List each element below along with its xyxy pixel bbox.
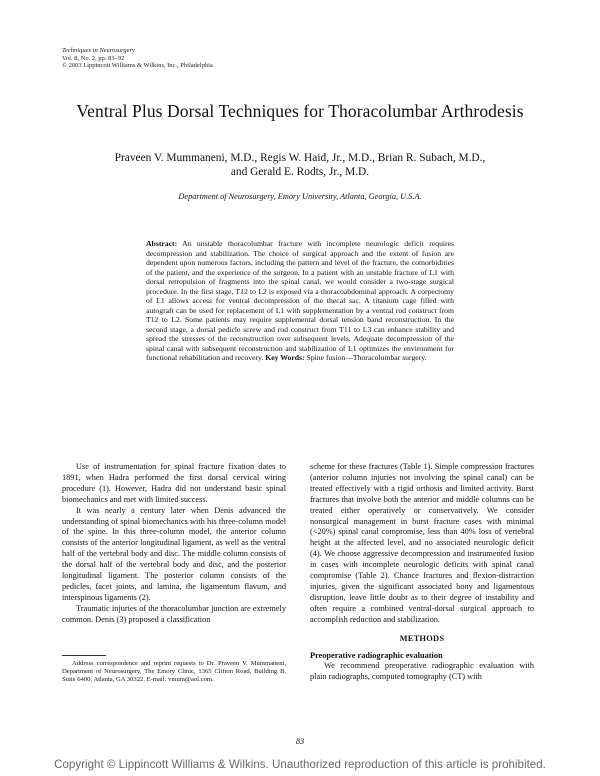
footnote-divider [62, 655, 106, 656]
abstract-label: Abstract: [146, 239, 178, 248]
authors-line-2: and Gerald E. Rodts, Jr., M.D. [230, 166, 370, 178]
journal-header [62, 47, 213, 70]
keywords-text: Spine fusion—Thoracolumbar surgery. [306, 353, 427, 362]
body-paragraph: Traumatic injuries of the thoracolumbar junction are extremely common. Denis (3) proposed a classification [62, 603, 286, 624]
journal-copyright: © 2003 Lippincott Williams & Wilkins, Inc., Philadelphia [62, 62, 213, 70]
left-column [62, 462, 286, 626]
article-title: Ventral Plus Dorsal Techniques for Thoracolumbar Arthrodesis [76, 101, 524, 121]
author-list [0, 151, 600, 179]
body-paragraph: Use of instrumentation for spinal fracture fixation dates to 1891, when Hadra performed the first dorsal cervical wiring procedure (1). However, Hadra did not understand basic spinal biomechanics and met with limited success. [62, 462, 286, 504]
page-number: 83 [295, 737, 305, 746]
right-column [310, 462, 534, 683]
affiliation: Department of Neurosurgery, Emory University, Atlanta, Georgia, U.S.A. [178, 192, 422, 201]
body-paragraph: scheme for these fractures (Table 1). Simple compression fractures (anterior column injuries not involving the spinal canal) can be treated effectively with a rigid orthosis and limited activity. Burst fractures that involve both the anterior and middle columns can be treated either operatively or conservatively. We consider nonsurgical management in burst fracture cases with minimal (<20%) spinal canal compromise, less than 40% loss of vertebral height at the affected level, and no associated neurologic deficit (4). We choose aggressive decompression and instrumented fusion in cases with incomplete neurologic deficits with spinal canal compromise (Table 2). Chance fractures and flexion-distraction injuries, given the significant associated bony and ligamentous disruption, leave little doubt as to their degree of instability and often require a combined ventral-dorsal surgical approach to accomplish reduction and stabilization. [310, 462, 534, 624]
abstract-block [146, 239, 454, 363]
keywords-label: Key Words: [265, 353, 305, 362]
section-subheading: Preoperative radiographic evaluation [310, 650, 443, 660]
body-paragraph: We recommend preoperative radiographic evaluation with plain radiographs, computed tomography (CT) with [310, 661, 534, 682]
journal-volume: Vol. 8, No. 2, pp. 83–92 [62, 54, 125, 62]
journal-name: Techniques in Neurosurgery [62, 47, 135, 54]
copyright-footer: Copyright © Lippincott Williams & Wilkins. Unauthorized reproduction of this article is prohibited. [54, 758, 546, 771]
authors-line-1: Praveen V. Mummaneni, M.D., Regis W. Haid, Jr., M.D., Brian R. Subach, M.D., [114, 152, 486, 164]
abstract-text: An unstable thoracolumbar fracture with incomplete neurologic deficit requires decompression and stabilization. The choice of surgical approach and the extent of fusion are dependent upon numerous factors, including the pattern and level of the fracture, the comorbidities of the patient, and the experience of the surgeon. In a patient with an unstable fracture of L1 with dorsal retropulsion of fragments into the spinal canal, we would consider a two-stage surgical procedure. In the first stage, T12 to L2 is exposed via a thoracoabdominal approach. A corpectomy of L1 allows access for ventral decompression of the thecal sac. A titanium cage filled with autograft can be used for replacement of L1 with supplementation by a ventral rod construct from T12 to L2. Some patients may require supplemental dorsal tension band reconstruction. In the second stage, a dorsal pedicle screw and rod construct from T11 to L3 can enhance stability and spread the stresses of the reconstruction over subsequent levels. Adequate decompression of the spinal canal with subsequent reconstruction and stabilization of L1 optimizes the environment for functional rehabilitation and recovery. [146, 239, 455, 362]
body-paragraph: It was nearly a century later when Denis advanced the understanding of spinal biomechanics with his three-column model of the spine. In this three-column model, the anterior column consists of the anterior longitudinal ligament, as well as the ventral half of the vertebral body and disc. The middle column consists of the dorsal half of the vertebral body and disc, and the posterior longitudinal ligament. The posterior column consists of the pedicles, facet joints, and lamina, the ligamentum flavum, and interspinous ligaments (2). [62, 505, 286, 602]
methods-heading: METHODS [399, 633, 445, 643]
correspondence-footnote: Address correspondence and reprint requests to Dr. Praveen V. Mummaneni, Department of Neurosurgery, The Emory Clinic, 1365 Clifton Road, Building B, Suite 6400, Atlanta, GA 30322. E-mail: vmum@aol.com. [62, 660, 286, 684]
